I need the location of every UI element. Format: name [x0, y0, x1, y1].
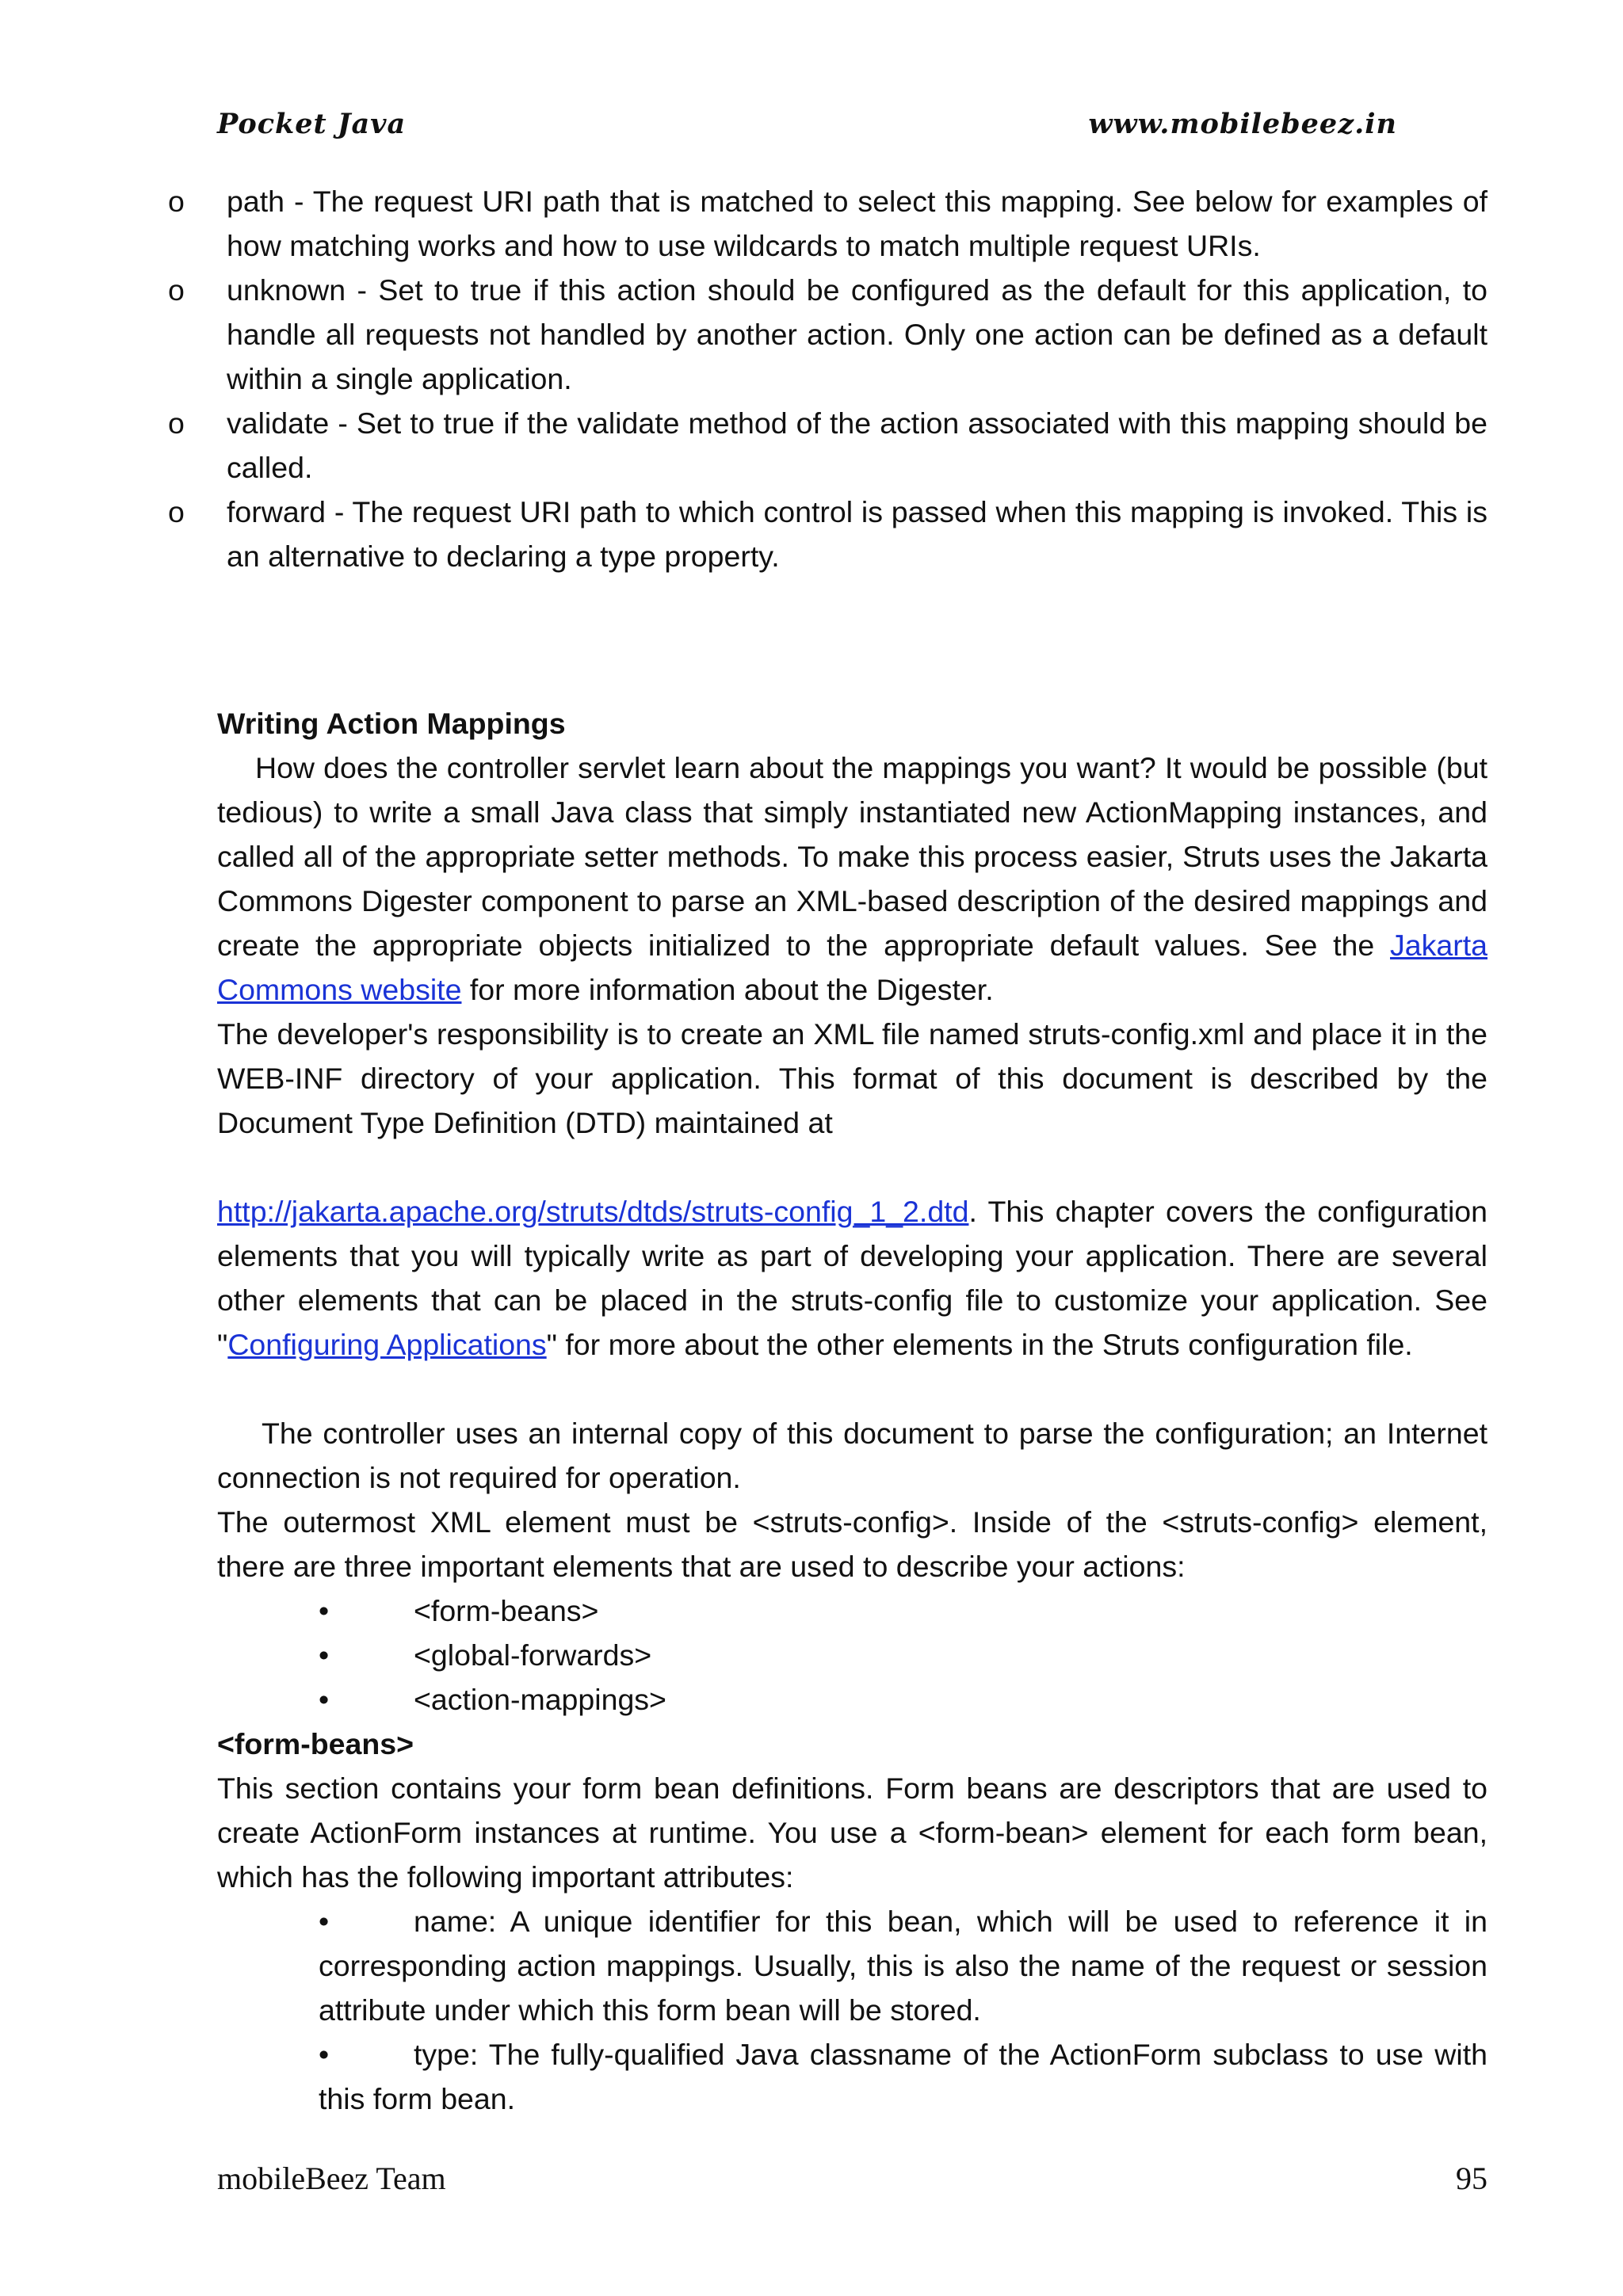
bullet-icon: •: [319, 1905, 330, 1938]
outermost-paragraph: The outermost XML element must be <struts-config>. Inside of the <struts-config> element, there are three important elements that are used to describe your actions:: [217, 1505, 1487, 1583]
intro-text: How does the controller servlet learn about the mappings you want? It would be possible (but tedious) to write a small Java class that simply instantiated new ActionMapping instances, and called all of the appropriate setter methods. To make this process easier, Struts uses the Jakarta Commons Digester component to parse an XML-based description of the desired mappings and create the appropriate objects initialized to the appropriate default values. See the: [217, 751, 1487, 962]
list-item: [168, 490, 1487, 578]
footer-team: mobileBeez Team: [217, 2161, 446, 2196]
list-item-text: path - The request URI path that is matched to select this mapping. See below for examples of how matching works and how to use wildcards to match multiple request URIs.: [227, 185, 1487, 262]
header-website: www.mobilebeez.in: [1088, 108, 1397, 140]
dtd-paragraph: [217, 1189, 1487, 1367]
bullet-icon: •: [319, 1683, 330, 1716]
list-item-text: validate - Set to true if the validate method of the action associated with this mapping should be called.: [227, 406, 1487, 484]
bullet-icon: •: [319, 2038, 330, 2071]
intro-tail: for more information about the Digester.: [461, 973, 994, 1006]
list-item: [168, 179, 1487, 268]
list-item: [319, 1899, 1487, 2032]
jakarta-commons-link[interactable]: Jakarta Commons website: [217, 929, 1487, 1006]
dtd-text: . This chapter covers the configuration elements that you will typically write as part of developing your application. There are several other elements that can be placed in the struts-config file to customize your application. See ": [217, 1195, 1487, 1361]
configuring-applications-link[interactable]: Configuring Applications: [227, 1328, 547, 1361]
attribute-text: type: The fully-qualified Java classname of the ActionForm subclass to use with this form bean.: [319, 2038, 1487, 2115]
spacer: [217, 1367, 1487, 1411]
page-number: 95: [1456, 2161, 1487, 2196]
main-content: [217, 701, 1487, 2121]
list-item: [217, 1677, 1487, 1722]
list-item: [168, 401, 1487, 490]
header-title: Pocket Java: [217, 108, 407, 140]
element-name: <action-mappings>: [414, 1683, 666, 1716]
list-item: [217, 1633, 1487, 1677]
section-heading: Writing Action Mappings: [217, 707, 566, 740]
list-marker: o: [168, 185, 185, 218]
list-marker: o: [168, 495, 185, 528]
list-item: [319, 2032, 1487, 2121]
form-beans-paragraph: This section contains your form bean definitions. Form beans are descriptors that are used to create ActionForm instances at runtime. You use a <form-bean> element for each form bean, which has the following important attributes:: [217, 1772, 1487, 1894]
form-beans-heading: <form-beans>: [217, 1727, 414, 1760]
list-item: [168, 268, 1487, 401]
bullet-icon: •: [319, 1638, 330, 1672]
list-item-text: forward - The request URI path to which control is passed when this mapping is invoked. This is an alternative to declaring a type property.: [227, 495, 1487, 573]
dtd-tail: " for more about the other elements in the Struts configuration file.: [546, 1328, 1413, 1361]
attribute-text: name: A unique identifier for this bean, which will be used to reference it in corresponding action mappings. Usually, this is also the name of the request or session attribute under which this form bean will be stored.: [319, 1905, 1487, 2027]
element-name: <form-beans>: [414, 1594, 599, 1627]
controller-paragraph: The controller uses an internal copy of this document to parse the configuration; an Internet connection is not required for operation.: [217, 1417, 1487, 1494]
list-item-text: unknown - Set to true if this action should be configured as the default for this application, to handle all requests not handled by another action. Only one action can be defined as a default within a single application.: [227, 273, 1487, 395]
spacer: [217, 1145, 1487, 1189]
list-marker: o: [168, 406, 185, 440]
attribute-list: [168, 179, 1487, 578]
list-marker: o: [168, 273, 185, 307]
bullet-icon: •: [319, 1594, 330, 1627]
element-name: <global-forwards>: [414, 1638, 652, 1672]
intro-paragraph: [217, 746, 1487, 1012]
developer-paragraph: The developer's responsibility is to create an XML file named struts-config.xml and place it in the WEB-INF directory of your application. This format of this document is described by the Document Type Definition (DTD) maintained at: [217, 1017, 1487, 1139]
list-item: [217, 1589, 1487, 1633]
dtd-link[interactable]: http://jakarta.apache.org/struts/dtds/struts-config_1_2.dtd: [217, 1195, 969, 1228]
